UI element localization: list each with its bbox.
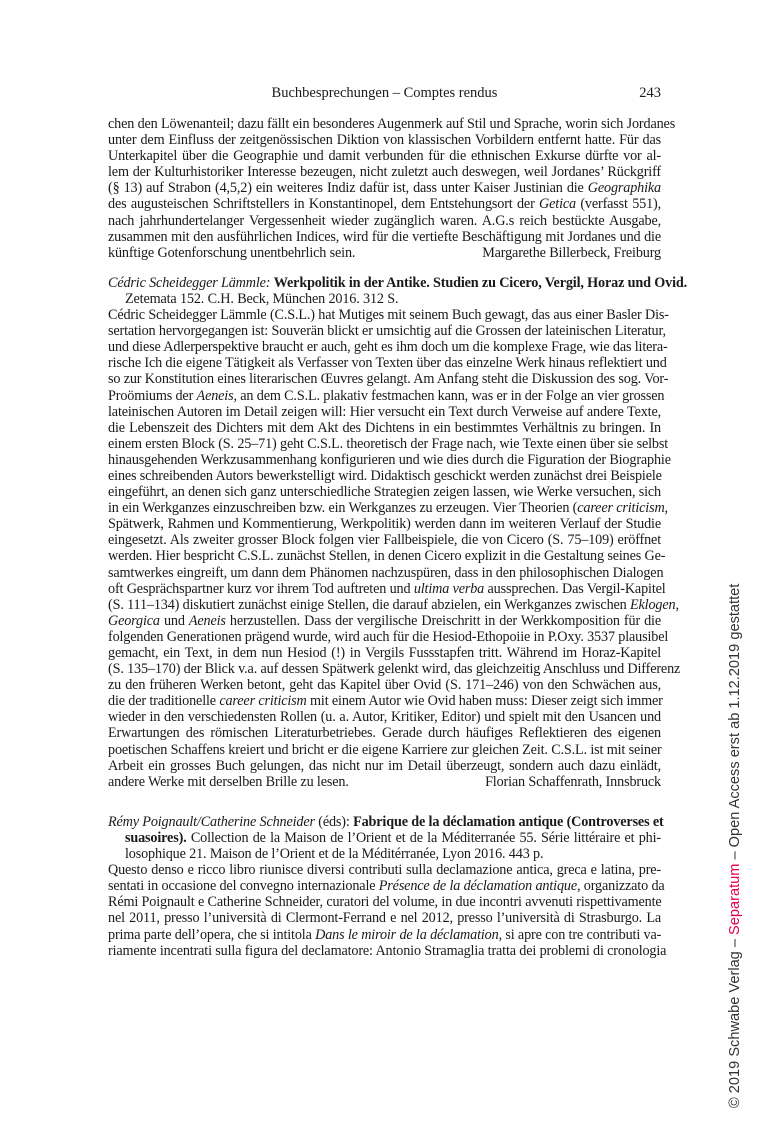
line-text [108,894,662,910]
text-line [108,942,667,959]
line-text [108,420,661,436]
open-access-text: – Open Access erst ab 1.12.2019 gestattet [727,583,743,864]
text-run: aussprechen. Das Vergil-Kapitel [484,580,666,597]
line-text [108,532,661,548]
text-run: Spätwerk, Rahmen und Kommentierung, Werkpolitik) werden dann im weiteren Verlauf der Studie [108,516,661,533]
heading-line [108,846,661,862]
line-text [125,846,543,862]
text-line [108,355,667,372]
text-run: mit einem Autor wie Ovid haben muss: Dieser zeigt sich immer [306,693,663,710]
text-run: des augusteischen Schriftstellers in Konstantinopel, dem Entstehungsort der [108,196,540,213]
text-run: oft Gesprächspartner kurz vor ihrem Tod auftreten und [108,580,414,597]
book-review [108,116,676,261]
separatum-label: Separatum [727,863,743,935]
line-text [108,693,663,709]
text-line [108,180,661,196]
text-line [108,229,661,245]
text-run: (S. 111–134) diskutiert zunächst einige Stellen, die darauf abzielen, ein Werkganzes zwischen [108,596,630,613]
line-text [108,725,661,741]
line-text [108,943,666,959]
text-run: Cédric Scheidegger Lämmle (C.S.L.) hat Mutiges mit seinem Buch gewagt, das aus einer Basler Dis- [108,307,669,324]
text-line [108,580,666,597]
text-run: rische Ich die eigene Tätigkeit als Verfasser von Texten über das einzelne Werk hinaus reflektiert und [108,355,667,372]
line-text [108,180,661,196]
text-line [108,148,661,164]
italic-text: career criticism [577,500,665,517]
line-text [108,404,661,420]
text-line [108,548,666,565]
text-run: und [159,612,189,629]
line-text [108,548,665,564]
line-text [108,709,661,725]
text-run: in ein Werkganzes einzuschreiben bzw. ein Werkganzes zu erzeugen. Vier Theorien ( [108,500,578,517]
text-line [108,613,661,629]
text-line [108,725,661,741]
text-run: riamente incentrati sulla figura del declamatore: Antonio Stramaglia tratta dei problemi di cronologia [108,942,667,959]
text-line [108,404,661,420]
italic-text: Dans le miroir de la déclamation [315,926,499,943]
text-run: einem ersten Block (S. 25–71) geht C.S.L. theoretisch der Frage nach, wie Texte einen über sie selbst [108,435,669,452]
line-text [108,910,661,926]
text-line [108,132,661,148]
review-heading [108,813,664,863]
text-line [108,323,666,340]
text-run: lateinischen Autoren im Detail zeigen will: Hier versucht ein Text durch Verweise auf andere Texte, [108,403,661,420]
text-run: , [664,500,668,517]
text-line [108,420,661,436]
text-run: , [675,596,679,613]
text-run: prima parte dell’opera, che si intitola [108,926,316,943]
line-text [108,245,355,261]
heading-line [108,830,661,846]
text-run: (verfasst 551), [575,196,661,213]
text-line [108,894,661,910]
heading-line [108,291,661,307]
text-run: so zur Konstitution eines literarischen Œuvres gelangt. Am Anfang steht die Diskussion des sog. Vor- [108,371,669,388]
line-text [108,677,661,693]
text-run: Unterkapitel über die Geographie und damit verbunden für die ethnischen Exkurse dürfte vor al- [108,148,661,165]
text-line [108,910,661,926]
text-line [108,927,661,943]
text-run: (éds): [314,813,354,830]
text-run: Rémi Poignault e Catherine Schneider, curatori del volume, in due incontri avvenuti rispettivamente [108,894,662,911]
text-line [108,116,676,132]
text-run: zusammen mit den ausführlichen Indices, wird für die vertiefte Beschäftigung mit Jordanes und die [108,228,661,245]
text-line [108,862,661,878]
text-run: poetischen Schaffens kreiert und bricht er die eigene Karriere zur gleichen Zeit. C.S.L. ist mit seiner [108,741,662,758]
text-run: eines schreibenden Autors bewerkstelligt wird. Didaktisch geschickt werden zunächst drei Beispiele [108,467,662,484]
text-run: die Lebenszeit des Dichters mit dem Akt des Dichtens in ein bestimmtes Verhältnis zu bringen. In [108,419,661,436]
running-title: Buchbesprechungen – Comptes rendus [271,85,498,101]
line-text [108,355,667,371]
line-text [108,229,661,245]
line-text [108,164,661,180]
text-run: Arbeit ein grosses Buch gelungen, das nicht nur im Detail überzeugt, sondern auch dazu einlädt, [108,757,661,774]
text-run: Questo denso e ricco libro riunisce diversi contributi sulla declamazione antica, greca e latina, pre- [108,862,661,879]
text-run: folgenden Generationen prägend wurde, wird auch für die Hesiod-Ethopoiie in P.Oxy. 3537 plausibel [108,628,669,645]
text-run: nel 2011, presso l’università di Clermont-Ferrand e nel 2012, presso l’università di Strasburgo. La [108,910,661,927]
text-run: (§ 13) auf Strabon (4,5,2) ein weiteres Indiz dafür ist, dass unter Kaiser Justinian die [108,180,588,197]
line-text [108,116,675,132]
text-run: werden. Hier bespricht C.S.L. zunächst Stellen, in denen Cicero explizit in die Gestaltung seines Ge- [108,548,666,565]
line-text [108,196,661,212]
reviewer-signature: Margarethe Billerbeck, Freiburg [482,244,661,261]
line-text [108,339,668,355]
text-line [108,742,661,758]
text-run: künftige Gotenforschung unentbehrlich sein. [108,244,356,261]
text-line [108,661,681,678]
bold-title: Werkpolitik in der Antike. Studien zu Cicero, Vergil, Horaz und Ovid. [273,274,688,291]
line-text [108,645,661,661]
line-text [108,661,680,677]
line-text [108,484,661,500]
text-line [108,709,661,725]
text-run: gemacht, ein Text, in dem nun Hesiod (!) in Vergils Fussstapfen tritt. Während im Horaz-Kapitel [108,645,661,661]
line-text [108,323,666,339]
line-text [108,862,661,878]
text-line [108,307,669,324]
text-line [108,758,661,774]
text-run: nach jahrhundertelanger Vergessenheit wieder zugänglich waren. A.G.s reich bestückte Ausgabe, [108,212,661,229]
text-run: , si apre con tre contributi va- [498,926,662,943]
line-text [108,774,349,790]
text-line [108,516,661,532]
line-text [108,213,661,229]
italic-text: Aeneis [196,387,234,404]
text-run: eingesetzt. Als zweiter grosser Block folgen vier Fallbeispiele, die von Cicero (S. 75–109) eröffnet [108,532,661,549]
text-run: unter dem Einfluss der zeitgenössischen Diktion von klassischen Vorbildern entfernt hatte. Für das [108,132,661,149]
line-text [108,613,661,629]
bold-title: suasoires). [125,829,187,846]
italic-text: Geographika [587,180,661,197]
text-line [108,484,661,500]
text-run: Erwartungen des römischen Literaturbetriebes. Gerade durch häufiges Reflektieren des eigenen [108,725,661,742]
text-line [108,628,669,645]
text-line [108,371,669,388]
text-run: wieder in den verschiedensten Rollen (u. a. Autor, Kritiker, Editor) und spielt mit den Usancen und [108,709,661,726]
book-review [108,274,688,790]
line-text [108,758,661,774]
text-line [108,339,668,356]
text-run: und diese Adlerperspektive braucht er auch, geht es ihm doch um die komplexe Frage, wie das litera- [108,339,668,356]
text-line [108,677,661,693]
text-line [108,451,671,468]
text-run: , an dem C.S.L. plakativ festmachen kann, was er in der Folge an vier grossen [233,387,665,404]
text-line [108,878,665,895]
heading-line [108,274,688,291]
copyright-text: © 2019 Schwabe Verlag – [727,934,743,1108]
text-run: andere Werke mit derselben Brille zu lesen. [108,773,349,790]
italic-text: Getica [539,196,576,213]
line-text [108,814,664,830]
text-line [108,500,668,517]
italic-text: ultima verba [413,580,485,597]
text-run: sertation hervorgegangen ist: Souverän blickt er umsichtig auf die Grossen der lateinischen Literatur, [108,323,666,340]
text-line [108,564,664,581]
line-text [108,452,671,468]
line-text [125,291,398,307]
line-text [108,629,668,645]
italic-text: Aeneis [188,612,226,629]
text-run: herzustellen. Dass der vergilische Dreischritt in der Werkkomposition für die [225,612,661,629]
line-text [108,388,664,404]
text-line [108,213,661,229]
line-text [108,500,668,516]
line-text [108,742,662,758]
line-text [108,307,669,323]
running-header [108,84,661,102]
text-line [108,245,661,261]
line-text [108,371,668,387]
review-body [108,116,676,261]
text-run: Proömiums der [108,387,197,404]
italic-text: Georgica [108,612,160,629]
page-number: 243 [639,85,661,101]
line-text [108,878,665,894]
italic-text: career criticism [219,693,307,710]
line-text [108,597,679,613]
text-run: (S. 135–170) der Blick v.a. auf dessen Spätwerk gelenkt wird, das gleichzeitig Anschluss und Differenz [108,661,681,678]
bold-title: Fabrique de la déclamation antique (Controverses et [353,813,664,830]
text-run: zu den früheren Werken betont, geht das Kapitel über Ovid (S. 171–246) von den Schwächen aus, [108,677,661,694]
text-run: , organizzato da [576,878,665,895]
text-run: Collection de la Maison de l’Orient et de la Méditerranée 55. Série littéraire et phi- [186,829,661,846]
heading-line [108,813,664,830]
line-text [108,581,666,597]
text-run: hinausgehenden Werkzusammenhang konfigurieren und wie dies durch die Figuration der Biographie [108,451,671,468]
line-text [108,516,661,532]
italic-text: Eklogen [630,596,676,613]
text-run: lem der Kulturhistoriker Interesse bezeugen, nicht zuletzt auch deswegen, weil Jordanes’ Rückgriff [108,164,661,181]
text-run: sentati in occasione del convegno internazionale [108,878,379,895]
reviewer-signature: Florian Schaffenrath, Innsbruck [485,773,661,790]
text-line [108,645,661,661]
copyright-notice [727,584,744,1108]
text-run: chen den Löwenanteil; dazu fällt ein besonderes Augenmerk auf Stil und Sprache, worin sich Jordanes [108,116,676,132]
text-line [108,164,661,180]
italic-text: Présence de la déclamation antique [378,878,577,895]
line-text [125,830,661,846]
line-text [108,565,663,581]
text-run: die der traditionelle [108,693,220,710]
italic-text: Rémy Poignault/Catherine Schneider [108,813,315,830]
italic-text: Cédric Scheidegger Lämmle: [108,274,271,291]
review-body [108,307,681,790]
text-run: samtwerkes eingreift, um dann dem Phänomen nachzuspüren, dass in den philosophischen Dialogen [108,564,664,581]
text-line [108,774,661,790]
review-heading [108,274,688,307]
text-run: losophique 21. Maison de l’Orient et de la Méditérranée, Lyon 2016. 443 p. [125,846,544,863]
text-line [108,532,661,548]
line-text [108,275,687,291]
text-run: eingeführt, an denen sich ganz unterschiedliche Strategien zeigen lassen, wie Werke versuchen, sich [108,484,661,501]
book-review [108,813,667,959]
line-text [108,927,661,943]
text-line [108,693,661,709]
line-text [108,132,661,148]
text-line [108,468,661,484]
line-text [108,148,661,164]
text-run: Zetemata 152. C.H. Beck, München 2016. 312 S. [125,290,399,307]
line-text [108,468,662,484]
review-column [108,116,688,959]
text-line [108,435,669,452]
text-line [108,387,665,404]
line-text [108,436,668,452]
text-line [108,596,679,613]
review-body [108,862,667,959]
text-line [108,196,661,212]
